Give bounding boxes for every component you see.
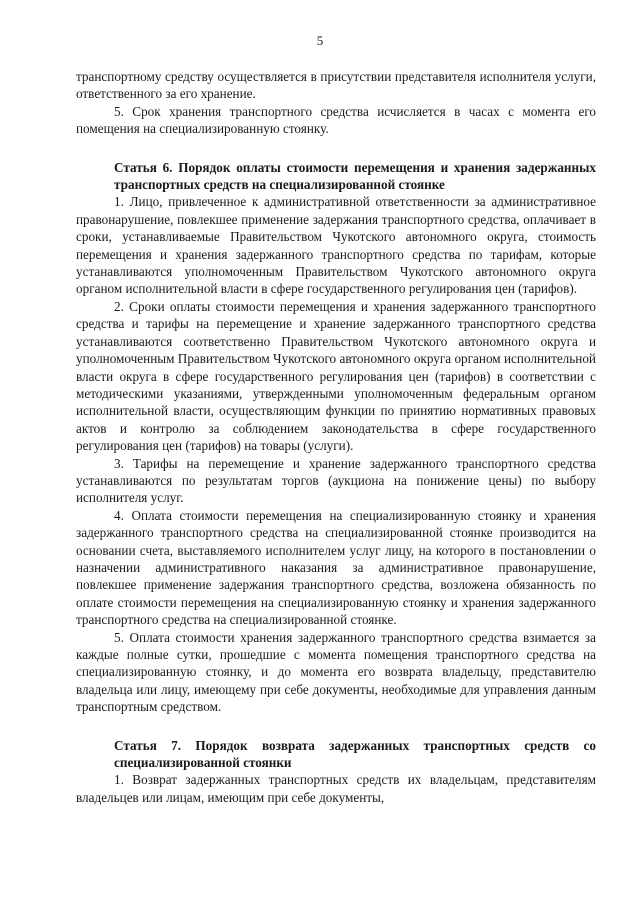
article-6-paragraph-1: 1. Лицо, привлеченное к административной ответственности за административное правонарушение, повлекшее применение задержания транспортного средства, оплачивает в сроки, устанавливаемые Правительством Чукотского автономного округа, стоимость перемещения и хранения задержанного транспортного средства по тарифам, которые устанавливаются уполномоченным Правительством Чукотского автономного округа органом исполнительной власти в сфере государственного регулирования цен (тарифов). (76, 194, 596, 297)
article-6-paragraph-2: 2. Сроки оплаты стоимости перемещения и хранения задержанного транспортного средства и тарифы на перемещение и хранение задержанного транспортного средства устанавливаются соответственно Правительством Чукотского автономного округа и уполномоченным Правительством Чукотского автономного округа органом исполнительной власти округа в сфере государственного регулирования цен (тарифов) в соответствии с методическими указаниями, утвержденными уполномоченным федеральным органом исполнительной власти, осуществляющим функции по принятию нормативных правовых актов и контролю за соблюдением законодательства в сфере государственного регулирования цен (тарифов) на товары (услуги). (76, 298, 596, 454)
article-7-paragraph-1: 1. Возврат задержанных транспортных средств их владельцам, представителям владельцев или лицам, имеющим при себе документы, (76, 772, 596, 805)
article-6-paragraph-3: 3. Тарифы на перемещение и хранение задержанного транспортного средства устанавливаются по результатам торгов (аукциона на понижение цены) по выбору исполнителя услуг. (76, 455, 596, 506)
document-body (76, 68, 596, 806)
paragraph-storage-term: 5. Срок хранения транспортного средства исчисляется в часах с момента его помещения на специализированную стоянку. (76, 103, 596, 137)
paragraph-continuation: транспортному средству осуществляется в присутствии представителя исполнителя услуги, ответственного за его хранение. (76, 69, 596, 102)
article-7-heading: Статья 7. Порядок возврата задержанных транспортных средств со специализированной стоянки (114, 737, 596, 771)
page-number: 5 (316, 33, 324, 48)
article-6-heading: Статья 6. Порядок оплаты стоимости перемещения и хранения задержанных транспортных средств на специализированной стоянке (114, 159, 596, 193)
article-6-paragraph-4: 4. Оплата стоимости перемещения на специализированную стоянку и хранения задержанного транспортного средства на специализированной стоянке производится на основании счета, выставляемого исполнителем услуг лицу, на которого в постановлении о назначении административного наказания за административное правонарушение, повлекшее применение задержания транспортного средства, возложена обязанность по оплате стоимости перемещения на специализированную стоянку и хранения задержанного транспортного средства на специализированной стоянке. (76, 507, 596, 628)
article-6-paragraph-5: 5. Оплата стоимости хранения задержанного транспортного средства взимается за каждые полные сутки, прошедшие с момента помещения транспортного средства на специализированную стоянку, и до момента его возврата владельцу, представителю владельца или лицу, имеющему при себе документы, необходимые для управления данным транспортным средством. (76, 629, 596, 715)
